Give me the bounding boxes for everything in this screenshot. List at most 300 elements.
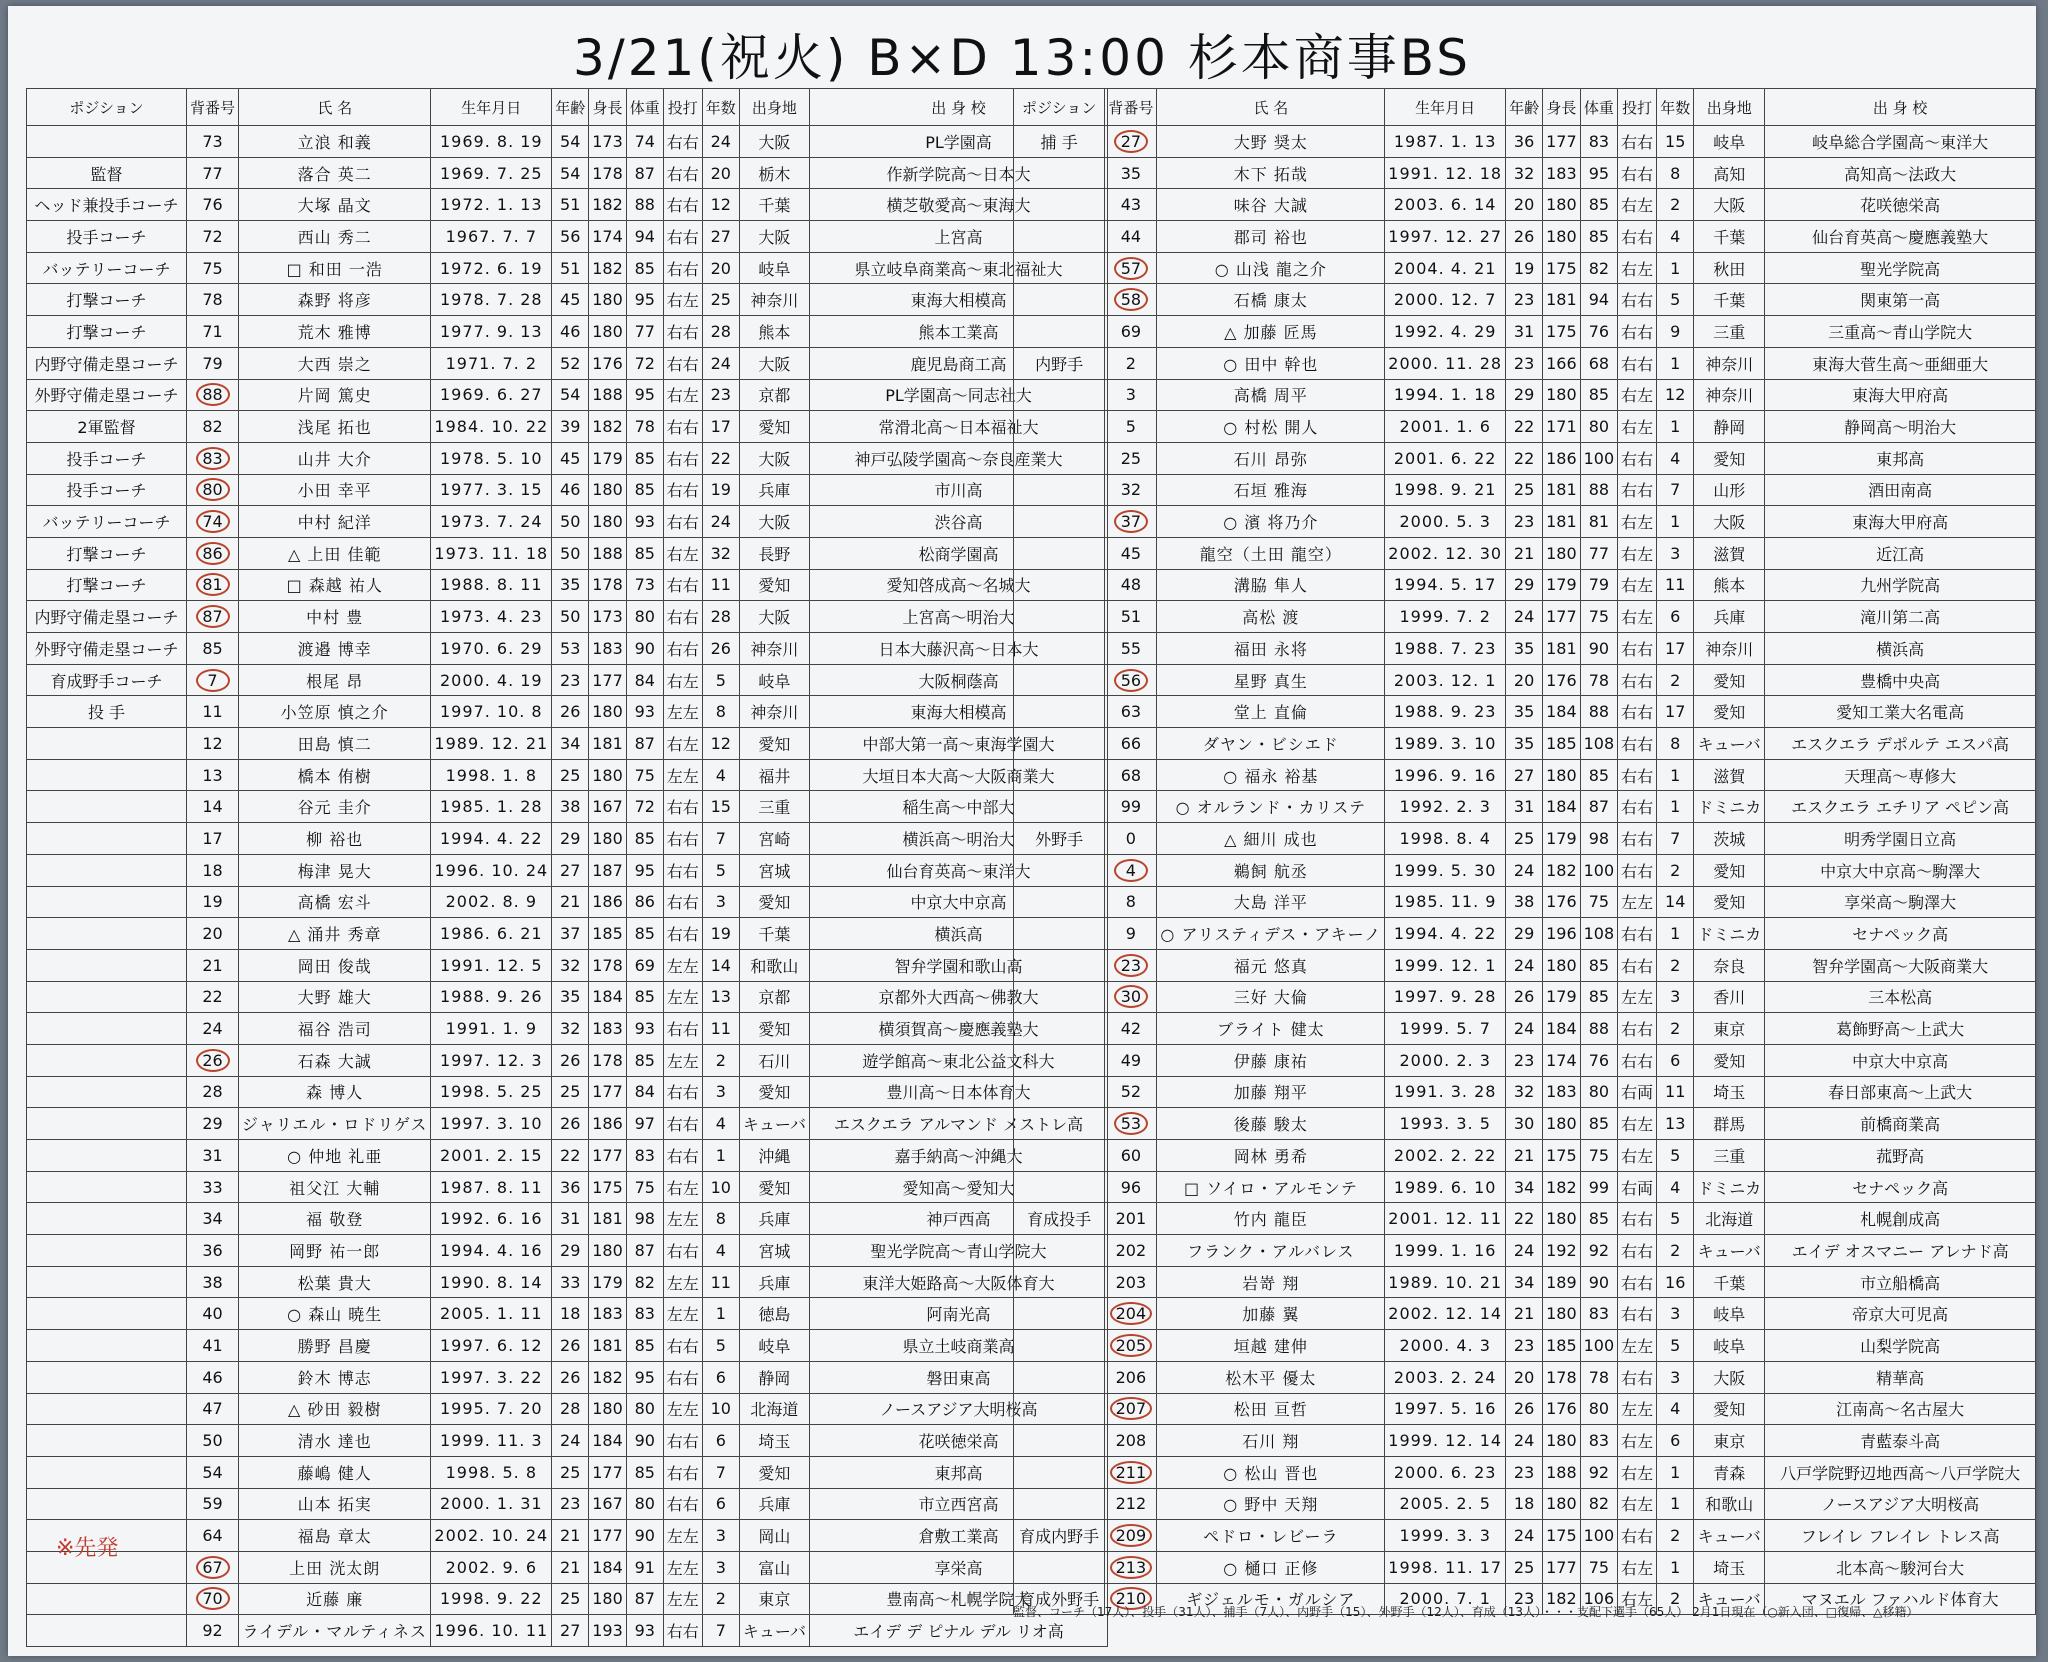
player-name-cell: △ 涌井 秀章	[239, 918, 431, 950]
player-name-cell: 福元 悠真	[1157, 949, 1385, 981]
table-row	[27, 506, 1108, 538]
school-cell: 大阪桐蔭高	[810, 664, 1108, 696]
table-row	[27, 252, 1108, 284]
number-cell: 32	[1105, 474, 1157, 506]
height-cell: 181	[1543, 474, 1581, 506]
years-cell: 2	[1657, 1235, 1694, 1267]
player-name-cell: 谷元 圭介	[239, 791, 431, 823]
years-cell: 3	[1657, 537, 1694, 569]
birth-date-cell: 1985. 11. 9	[1385, 886, 1506, 918]
age-cell: 24	[1506, 949, 1543, 981]
bats-throws-cell: 右左	[1618, 506, 1657, 538]
height-cell: 180	[589, 1393, 627, 1425]
age-cell: 25	[1506, 823, 1543, 855]
weight-cell: 85	[626, 918, 663, 950]
table-row	[27, 1013, 1108, 1045]
age-cell: 32	[1506, 1076, 1543, 1108]
school-cell: 渋谷高	[810, 506, 1108, 538]
position-cell: 育成外野手	[1014, 1583, 1105, 1615]
height-cell: 179	[589, 442, 627, 474]
position-cell	[27, 1615, 187, 1647]
weight-cell: 94	[626, 221, 663, 253]
school-cell: 北本高～駿河台大	[1765, 1551, 2036, 1583]
bats-throws-cell: 右右	[663, 1456, 702, 1488]
number-cell: 52	[1105, 1076, 1157, 1108]
hometown-cell: 愛知	[739, 1456, 809, 1488]
age-cell: 24	[1506, 1013, 1543, 1045]
bats-throws-cell: 右右	[663, 157, 702, 189]
player-name-cell: 上田 洸太朗	[239, 1551, 431, 1583]
table-row	[1014, 1456, 2036, 1488]
height-cell: 176	[1543, 886, 1581, 918]
hometown-cell: 大阪	[1694, 189, 1765, 221]
number-cell: 0	[1105, 823, 1157, 855]
bats-throws-cell: 右右	[1618, 728, 1657, 760]
position-cell	[1014, 1551, 1105, 1583]
birth-date-cell: 1992. 6. 16	[431, 1203, 552, 1235]
player-name-cell: △ 砂田 毅樹	[239, 1393, 431, 1425]
birth-date-cell: 2003. 2. 24	[1385, 1361, 1506, 1393]
player-name-cell: 福 敬登	[239, 1203, 431, 1235]
hometown-cell: 福井	[739, 759, 809, 791]
table-row	[27, 1425, 1108, 1457]
table-row	[1014, 1076, 2036, 1108]
weight-cell: 99	[1580, 1171, 1618, 1203]
circled-number: 23	[1114, 954, 1148, 977]
number-cell	[1105, 664, 1157, 696]
table-row	[27, 189, 1108, 221]
school-cell: 県立岐阜商業高～東北福祉大	[810, 252, 1108, 284]
years-cell: 5	[702, 854, 739, 886]
height-cell: 180	[1543, 537, 1581, 569]
weight-cell: 85	[1580, 221, 1618, 253]
weight-cell: 100	[1580, 1330, 1618, 1362]
player-name-cell: 大塚 晶文	[239, 189, 431, 221]
player-name-cell: 石森 大誠	[239, 1044, 431, 1076]
player-name-cell: 垣越 建伸	[1157, 1330, 1385, 1362]
position-cell	[1014, 1488, 1105, 1520]
bats-throws-cell: 右右	[1618, 126, 1657, 158]
right-header-birth-date: 生年月日	[1385, 89, 1506, 126]
weight-cell: 95	[626, 379, 663, 411]
school-cell: 中京大中京高～駒澤大	[1765, 854, 2036, 886]
years-cell: 13	[1657, 1108, 1694, 1140]
table-row	[27, 1235, 1108, 1267]
player-name-cell: 石垣 雅海	[1157, 474, 1385, 506]
school-cell: 中京大中京高	[810, 886, 1108, 918]
years-cell: 2	[1657, 1013, 1694, 1045]
school-cell: 精華高	[1765, 1361, 2036, 1393]
height-cell: 180	[589, 759, 627, 791]
number-cell	[1105, 126, 1157, 158]
school-cell: 高知高～法政大	[1765, 157, 2036, 189]
position-cell: バッテリーコーチ	[27, 252, 187, 284]
weight-cell: 77	[626, 316, 663, 348]
player-name-cell: 溝脇 隼人	[1157, 569, 1385, 601]
table-row	[27, 1140, 1108, 1172]
position-cell	[27, 728, 187, 760]
school-cell: 智弁学園高～大阪商業大	[1765, 949, 2036, 981]
hometown-cell: 兵庫	[739, 1488, 809, 1520]
age-cell: 32	[1506, 157, 1543, 189]
player-name-cell: 大島 洋平	[1157, 886, 1385, 918]
birth-date-cell: 1996. 10. 24	[431, 854, 552, 886]
player-name-cell: △ 加藤 匠馬	[1157, 316, 1385, 348]
table-row	[1014, 1013, 2036, 1045]
hometown-cell: 千葉	[1694, 284, 1765, 316]
weight-cell: 85	[1580, 759, 1618, 791]
school-cell: PL学園高～同志社大	[810, 379, 1108, 411]
position-cell: 投手コーチ	[27, 221, 187, 253]
table-row	[1014, 1520, 2036, 1552]
years-cell: 1	[1657, 347, 1694, 379]
player-name-cell: 小笠原 慎之介	[239, 696, 431, 728]
hometown-cell: キューバ	[1694, 1520, 1765, 1552]
hometown-cell: 宮城	[739, 854, 809, 886]
position-cell: 内野手	[1014, 347, 1105, 379]
weight-cell: 90	[1580, 1266, 1618, 1298]
years-cell: 7	[1657, 474, 1694, 506]
weight-cell: 68	[1580, 347, 1618, 379]
number-cell: 36	[187, 1235, 239, 1267]
player-name-cell: 高松 渡	[1157, 601, 1385, 633]
hometown-cell: キューバ	[1694, 1583, 1765, 1615]
circled-number: 30	[1114, 985, 1148, 1008]
position-cell	[1014, 189, 1105, 221]
position-cell	[27, 1488, 187, 1520]
school-cell: 横浜高	[1765, 633, 2036, 665]
birth-date-cell: 1996. 10. 11	[431, 1615, 552, 1647]
number-cell: 21	[187, 949, 239, 981]
bats-throws-cell: 右右	[1618, 823, 1657, 855]
position-cell: 捕 手	[1014, 126, 1105, 158]
weight-cell: 80	[1580, 1393, 1618, 1425]
player-name-cell: 西山 秀二	[239, 221, 431, 253]
player-name-cell: 松田 亘哲	[1157, 1393, 1385, 1425]
years-cell: 14	[702, 949, 739, 981]
number-cell: 9	[1105, 918, 1157, 950]
school-cell: エイデ オスマニー アレナド高	[1765, 1235, 2036, 1267]
position-cell: 投手コーチ	[27, 442, 187, 474]
birth-date-cell: 2002. 12. 14	[1385, 1298, 1506, 1330]
weight-cell: 93	[626, 1615, 663, 1647]
number-cell: 82	[187, 411, 239, 443]
school-cell: 横浜高	[810, 918, 1108, 950]
age-cell: 25	[552, 1456, 589, 1488]
years-cell: 8	[1657, 157, 1694, 189]
weight-cell: 88	[1580, 1013, 1618, 1045]
weight-cell: 75	[1580, 886, 1618, 918]
birth-date-cell: 2001. 6. 22	[1385, 442, 1506, 474]
position-cell	[1014, 918, 1105, 950]
number-cell: 49	[1105, 1044, 1157, 1076]
bats-throws-cell: 右左	[1618, 1583, 1657, 1615]
height-cell: 184	[1543, 1013, 1581, 1045]
position-cell	[1014, 157, 1105, 189]
bats-throws-cell: 右左	[1618, 1140, 1657, 1172]
age-cell: 35	[1506, 696, 1543, 728]
height-cell: 193	[589, 1615, 627, 1647]
number-cell: 206	[1105, 1361, 1157, 1393]
bats-throws-cell: 左左	[1618, 1393, 1657, 1425]
table-row	[1014, 1044, 2036, 1076]
years-cell: 1	[1657, 1456, 1694, 1488]
weight-cell: 79	[1580, 569, 1618, 601]
height-cell: 182	[589, 411, 627, 443]
weight-cell: 72	[626, 791, 663, 823]
number-cell: 47	[187, 1393, 239, 1425]
weight-cell: 83	[1580, 126, 1618, 158]
table-row	[27, 1456, 1108, 1488]
height-cell: 183	[589, 1298, 627, 1330]
height-cell: 186	[589, 1108, 627, 1140]
left-header-position: ポジション	[27, 89, 187, 126]
age-cell: 35	[1506, 633, 1543, 665]
bats-throws-cell: 左左	[1618, 886, 1657, 918]
weight-cell: 76	[1580, 1044, 1618, 1076]
years-cell: 2	[702, 1583, 739, 1615]
position-cell	[27, 918, 187, 950]
position-cell	[1014, 854, 1105, 886]
number-cell: 8	[1105, 886, 1157, 918]
hometown-cell: 北海道	[1694, 1203, 1765, 1235]
player-name-cell: △ 上田 佳範	[239, 537, 431, 569]
number-cell: 13	[187, 759, 239, 791]
height-cell: 184	[1543, 696, 1581, 728]
number-cell: 78	[187, 284, 239, 316]
position-cell	[1014, 601, 1105, 633]
bats-throws-cell: 右右	[1618, 664, 1657, 696]
years-cell: 11	[702, 569, 739, 601]
number-cell: 44	[1105, 221, 1157, 253]
player-name-cell: 松木平 優太	[1157, 1361, 1385, 1393]
hometown-cell: 埼玉	[1694, 1551, 1765, 1583]
years-cell: 15	[702, 791, 739, 823]
bats-throws-cell: 右右	[1618, 759, 1657, 791]
birth-date-cell: 1992. 2. 3	[1385, 791, 1506, 823]
height-cell: 175	[1543, 316, 1581, 348]
position-cell	[27, 1171, 187, 1203]
school-cell: ノースアジア大明桜高	[1765, 1488, 2036, 1520]
years-cell: 12	[1657, 379, 1694, 411]
right-header-position: ポジション	[1014, 89, 1105, 126]
player-name-cell: ギジェルモ・ガルシア	[1157, 1583, 1385, 1615]
years-cell: 1	[1657, 791, 1694, 823]
birth-date-cell: 1977. 3. 15	[431, 474, 552, 506]
player-name-cell: 梅津 晃大	[239, 854, 431, 886]
table-row	[27, 1615, 1108, 1647]
height-cell: 184	[589, 981, 627, 1013]
height-cell: 189	[1543, 1266, 1581, 1298]
weight-cell: 93	[626, 696, 663, 728]
bats-throws-cell: 右右	[1618, 1361, 1657, 1393]
table-row	[1014, 221, 2036, 253]
birth-date-cell: 1986. 6. 21	[431, 918, 552, 950]
birth-date-cell: 1969. 8. 19	[431, 126, 552, 158]
age-cell: 31	[1506, 791, 1543, 823]
number-cell: 68	[1105, 759, 1157, 791]
table-row	[27, 379, 1108, 411]
school-cell: 嘉手納高～沖縄大	[810, 1140, 1108, 1172]
birth-date-cell: 1972. 6. 19	[431, 252, 552, 284]
years-cell: 8	[702, 1203, 739, 1235]
school-cell: 青藍泰斗高	[1765, 1425, 2036, 1457]
number-cell: 51	[1105, 601, 1157, 633]
age-cell: 46	[552, 316, 589, 348]
number-cell: 75	[187, 252, 239, 284]
bats-throws-cell: 右左	[1618, 189, 1657, 221]
birth-date-cell: 1996. 9. 16	[1385, 759, 1506, 791]
school-cell: 葛飾野高～上武大	[1765, 1013, 2036, 1045]
number-cell	[1105, 1298, 1157, 1330]
player-name-cell: △ 細川 成也	[1157, 823, 1385, 855]
bats-throws-cell: 右右	[1618, 791, 1657, 823]
position-cell	[27, 854, 187, 886]
height-cell: 177	[1543, 1551, 1581, 1583]
table-row	[27, 569, 1108, 601]
bats-throws-cell: 左左	[663, 1298, 702, 1330]
bats-throws-cell: 右右	[1618, 442, 1657, 474]
position-cell: 育成内野手	[1014, 1520, 1105, 1552]
hometown-cell: 大阪	[739, 601, 809, 633]
position-cell	[27, 1583, 187, 1615]
position-cell	[27, 1266, 187, 1298]
birth-date-cell: 2000. 4. 3	[1385, 1330, 1506, 1362]
hometown-cell: 愛知	[1694, 886, 1765, 918]
years-cell: 6	[1657, 1425, 1694, 1457]
right-header-age: 年齢	[1506, 89, 1543, 126]
school-cell: 東海大相模高	[810, 284, 1108, 316]
height-cell: 187	[589, 854, 627, 886]
birth-date-cell: 1997. 10. 8	[431, 696, 552, 728]
weight-cell: 88	[1580, 696, 1618, 728]
school-cell: 豊南高～札幌学院大	[810, 1583, 1108, 1615]
school-cell: 札幌創成高	[1765, 1203, 2036, 1235]
birth-date-cell: 1999. 12. 14	[1385, 1425, 1506, 1457]
hometown-cell: 愛知	[739, 1076, 809, 1108]
weight-cell: 75	[1580, 1140, 1618, 1172]
weight-cell: 95	[626, 854, 663, 886]
age-cell: 26	[552, 1330, 589, 1362]
player-name-cell: 福田 永将	[1157, 633, 1385, 665]
table-row	[1014, 949, 2036, 981]
birth-date-cell: 2002. 12. 30	[1385, 537, 1506, 569]
position-cell: バッテリーコーチ	[27, 506, 187, 538]
age-cell: 50	[552, 601, 589, 633]
position-cell	[27, 1425, 187, 1457]
school-cell: エスクエラ アルマンド メストレ高	[810, 1108, 1108, 1140]
age-cell: 21	[1506, 537, 1543, 569]
table-row	[27, 1330, 1108, 1362]
circled-number: 205	[1110, 1334, 1153, 1357]
years-cell: 10	[702, 1393, 739, 1425]
age-cell: 24	[1506, 1425, 1543, 1457]
position-cell: 打撃コーチ	[27, 569, 187, 601]
age-cell: 26	[1506, 1393, 1543, 1425]
player-name-cell: ○ オルランド・カリステ	[1157, 791, 1385, 823]
player-name-cell: 味谷 大誠	[1157, 189, 1385, 221]
weight-cell: 78	[626, 411, 663, 443]
hometown-cell: 愛知	[739, 728, 809, 760]
bats-throws-cell: 右右	[663, 1361, 702, 1393]
birth-date-cell: 1999. 3. 3	[1385, 1520, 1506, 1552]
weight-cell: 94	[1580, 284, 1618, 316]
number-cell	[187, 664, 239, 696]
birth-date-cell: 1991. 12. 5	[431, 949, 552, 981]
table-row	[1014, 347, 2036, 379]
number-cell	[187, 506, 239, 538]
weight-cell: 85	[1580, 981, 1618, 1013]
player-name-cell: ○ 濱 将乃介	[1157, 506, 1385, 538]
hometown-cell: 兵庫	[739, 1266, 809, 1298]
weight-cell: 82	[1580, 1488, 1618, 1520]
table-row	[1014, 1235, 2036, 1267]
birth-date-cell: 1969. 6. 27	[431, 379, 552, 411]
birth-date-cell: 1977. 9. 13	[431, 316, 552, 348]
school-cell: 聖光学院高～青山学院大	[810, 1235, 1108, 1267]
player-name-cell: 清水 達也	[239, 1425, 431, 1457]
school-cell: 東洋大姫路高～大阪体育大	[810, 1266, 1108, 1298]
weight-cell: 85	[626, 1330, 663, 1362]
position-cell	[1014, 252, 1105, 284]
years-cell: 24	[702, 126, 739, 158]
age-cell: 26	[552, 1361, 589, 1393]
age-cell: 37	[552, 918, 589, 950]
player-name-cell: 大野 雄大	[239, 981, 431, 1013]
age-cell: 26	[1506, 981, 1543, 1013]
number-cell: 99	[1105, 791, 1157, 823]
hometown-cell: 高知	[1694, 157, 1765, 189]
position-cell	[1014, 981, 1105, 1013]
age-cell: 24	[1506, 601, 1543, 633]
age-cell: 18	[552, 1298, 589, 1330]
age-cell: 35	[552, 569, 589, 601]
weight-cell: 72	[626, 347, 663, 379]
table-row	[27, 1298, 1108, 1330]
position-cell	[1014, 1108, 1105, 1140]
school-cell: 中京大中京高	[1765, 1044, 2036, 1076]
height-cell: 184	[589, 1425, 627, 1457]
table-row	[1014, 1203, 2036, 1235]
position-cell	[1014, 791, 1105, 823]
birth-date-cell: 1990. 8. 14	[431, 1266, 552, 1298]
years-cell: 28	[702, 316, 739, 348]
table-row	[1014, 886, 2036, 918]
player-name-cell: ○ 村松 開人	[1157, 411, 1385, 443]
years-cell: 24	[702, 506, 739, 538]
number-cell: 60	[1105, 1140, 1157, 1172]
number-cell: 12	[187, 728, 239, 760]
hometown-cell: 大阪	[739, 506, 809, 538]
age-cell: 20	[1506, 664, 1543, 696]
position-cell	[27, 823, 187, 855]
right-header-bats-throws: 投打	[1618, 89, 1657, 126]
years-cell: 12	[702, 189, 739, 221]
height-cell: 180	[1543, 759, 1581, 791]
birth-date-cell: 1998. 11. 17	[1385, 1551, 1506, 1583]
hometown-cell: 千葉	[1694, 221, 1765, 253]
years-cell: 3	[702, 1076, 739, 1108]
player-name-cell: 中村 紀洋	[239, 506, 431, 538]
age-cell: 25	[552, 1076, 589, 1108]
player-name-cell: 岡林 勇希	[1157, 1140, 1385, 1172]
birth-date-cell: 2001. 2. 15	[431, 1140, 552, 1172]
height-cell: 183	[589, 633, 627, 665]
number-cell	[187, 442, 239, 474]
school-cell: 市立西宮高	[810, 1488, 1108, 1520]
hometown-cell: 神奈川	[1694, 633, 1765, 665]
height-cell: 182	[589, 252, 627, 284]
